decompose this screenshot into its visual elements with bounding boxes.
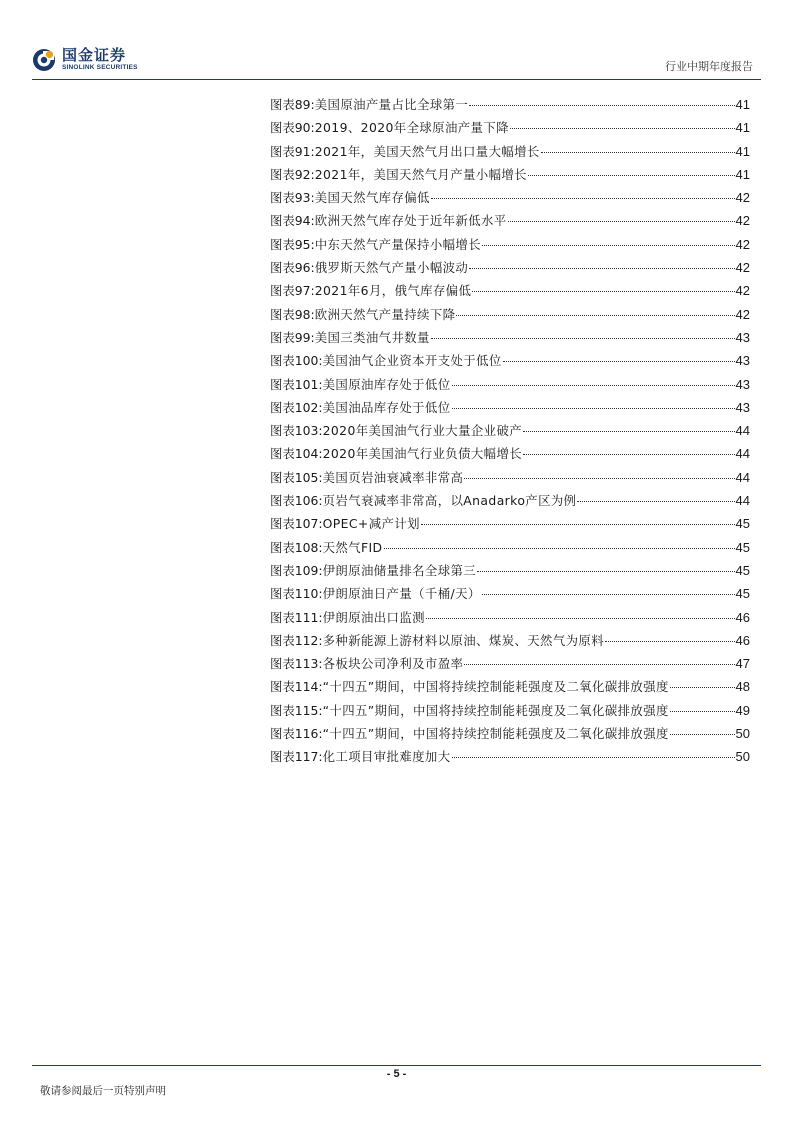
page-header [0,0,793,80]
toc-entry-title: 2021年，美国天然气月出口量大幅增长 [314,143,540,159]
toc-dot-leader [670,687,735,688]
toc-entry-page: 42 [735,190,750,206]
toc-entry-title: 欧洲天然气库存处于近年新低水平 [314,213,507,229]
toc-entry[interactable] [270,561,750,584]
toc-entry[interactable] [270,514,750,537]
toc-entry-label: 图表93: [270,190,315,206]
toc-entry-label: 图表104: [270,446,323,462]
toc-entry[interactable] [270,608,750,631]
toc-entry-label: 图表89: [270,97,315,112]
toc-entry-label: 图表116: [270,726,323,742]
toc-dot-leader [426,618,735,619]
toc-entry-title: 伊朗原油出口监测 [322,609,425,625]
toc-entry[interactable] [270,631,750,654]
toc-entry-page: 48 [735,679,750,695]
toc-entry-page: 46 [735,632,750,648]
toc-entry-label: 图表95: [270,236,315,252]
toc-entry-page: 41 [735,166,750,182]
toc-entry-page: 45 [735,516,750,532]
toc-entry-page: 45 [735,539,750,555]
toc-entry-label: 图表109: [270,562,323,578]
toc-dot-leader [508,221,735,222]
toc-entry[interactable] [270,188,750,211]
toc-dot-leader [541,152,735,153]
toc-entry-label: 图表115: [270,702,323,718]
toc-entry-page: 45 [735,586,750,602]
toc-entry-page: 49 [735,702,750,718]
toc-dot-leader [670,711,735,712]
toc-entry[interactable] [270,95,750,118]
toc-entry[interactable] [270,258,750,281]
toc-entry[interactable] [270,118,750,141]
toc-entry-title: 2020年美国油气行业大量企业破产 [322,423,523,439]
figure-index-list [270,95,750,771]
toc-entry-title: OPEC+减产计划 [322,516,420,532]
toc-entry-label: 图表117: [270,749,323,765]
toc-entry-title: 化工项目审批难度加大 [322,749,451,765]
toc-entry-label: 图表102: [270,399,323,415]
toc-entry-title: 2021年6月，俄气库存偏低 [314,283,472,299]
report-type-label: 行业中期年度报告 [665,60,753,73]
toc-entry-title: 天然气FID [322,539,383,555]
footer-divider [32,1065,761,1066]
toc-entry-page: 42 [735,306,750,322]
toc-entry-title: 美国原油库存处于低位 [322,376,451,392]
toc-entry-label: 图表101: [270,376,323,392]
toc-dot-leader [577,501,734,502]
toc-entry-title: 2021年，美国天然气月产量小幅增长 [314,166,527,182]
toc-dot-leader [605,641,735,642]
toc-dot-leader [472,291,734,292]
toc-entry[interactable] [270,211,750,234]
toc-entry-label: 图表94: [270,213,315,229]
toc-entry-label: 图表107: [270,516,323,532]
toc-entry-label: 图表100: [270,353,323,369]
toc-dot-leader [456,315,734,316]
toc-entry-title: 2020年美国油气行业负债大幅增长 [322,446,523,462]
toc-dot-leader [421,524,735,525]
toc-entry-label: 图表90: [270,120,315,136]
toc-dot-leader [431,338,735,339]
toc-entry-title: 美国原油产量占比全球第一 [314,97,469,112]
toc-entry[interactable] [270,421,750,444]
toc-entry[interactable] [270,538,750,561]
toc-entry[interactable] [270,468,750,491]
company-logo [32,46,138,74]
toc-entry-page: 42 [735,236,750,252]
toc-entry-page: 42 [735,213,750,229]
toc-entry-title: 美国页岩油衰减率非常高 [322,469,464,485]
logo-chinese-name: 国金证券 [62,46,127,65]
toc-entry[interactable] [270,747,750,770]
toc-entry-page: 43 [735,353,750,369]
toc-entry-title: 伊朗原油储量排名全球第三 [322,562,477,578]
toc-entry-label: 图表96: [270,260,315,276]
toc-entry-page: 43 [735,399,750,415]
toc-dot-leader [510,128,735,129]
toc-entry-title: 美国三类油气井数量 [314,329,430,345]
toc-entry[interactable] [270,654,750,677]
toc-dot-leader [482,594,735,595]
toc-dot-leader [431,198,735,199]
toc-dot-leader [452,385,735,386]
toc-entry[interactable] [270,398,750,421]
toc-entry-page: 41 [735,143,750,159]
logo-english-name: SINOLINK SECURITIES [62,64,138,72]
toc-entry-title: “十四五”期间，中国将持续控制能耗强度及二氧化碳排放强度 [322,702,669,718]
toc-dot-leader [469,105,734,106]
toc-entry[interactable] [270,724,750,747]
toc-entry-title: “十四五”期间，中国将持续控制能耗强度及二氧化碳排放强度 [322,726,669,742]
toc-entry-page: 44 [735,446,750,462]
toc-entry-page: 42 [735,260,750,276]
toc-dot-leader [482,245,735,246]
toc-entry-title: 多种新能源上游材料以原油、煤炭、天然气为原料 [322,632,605,648]
toc-entry-label: 图表111: [270,609,323,625]
toc-entry-label: 图表103: [270,423,323,439]
toc-entry-title: 美国天然气库存偏低 [314,190,430,206]
toc-entry[interactable] [270,328,750,351]
toc-entry[interactable] [270,584,750,607]
toc-entry-page: 41 [735,120,750,136]
toc-entry-title: 伊朗原油日产量（千桶/天） [322,586,481,602]
toc-entry-page: 44 [735,493,750,509]
toc-dot-leader [464,664,734,665]
toc-entry-page: 50 [735,749,750,765]
header-divider [32,79,761,80]
toc-entry[interactable] [270,235,750,258]
toc-entry[interactable] [270,165,750,188]
disclaimer-note: 敬请参阅最后一页特别声明 [40,1085,166,1097]
toc-entry[interactable] [270,677,750,700]
toc-entry-label: 图表110: [270,586,323,602]
toc-entry[interactable] [270,701,750,724]
toc-dot-leader [452,408,735,409]
toc-entry-title: 2019、2020年全球原油产量下降 [314,120,509,136]
toc-dot-leader [464,478,734,479]
toc-entry-page: 44 [735,423,750,439]
logo-mark-icon [32,48,56,72]
toc-entry-label: 图表99: [270,329,315,345]
toc-entry-title: “十四五”期间，中国将持续控制能耗强度及二氧化碳排放强度 [322,679,669,695]
toc-entry[interactable] [270,305,750,328]
toc-entry-label: 图表108: [270,539,323,555]
toc-dot-leader [384,548,735,549]
page-number: - 5 - [386,1068,407,1080]
toc-entry-page: 46 [735,609,750,625]
toc-dot-leader [452,757,735,758]
toc-entry-title: 各板块公司净利及市盈率 [322,656,464,672]
toc-entry[interactable] [270,491,750,514]
toc-entry-title: 欧洲天然气产量持续下降 [314,306,456,322]
toc-entry-page: 44 [735,469,750,485]
toc-entry-title: 美国油品库存处于低位 [322,399,451,415]
toc-entry-page: 45 [735,562,750,578]
toc-entry-title: 俄罗斯天然气产量小幅波动 [314,260,469,276]
toc-dot-leader [523,431,735,432]
toc-entry-label: 图表112: [270,632,323,648]
toc-entry[interactable] [270,375,750,398]
toc-entry-label: 图表105: [270,469,323,485]
toc-entry[interactable] [270,142,750,165]
toc-entry[interactable] [270,351,750,374]
toc-entry[interactable] [270,444,750,467]
toc-entry-page: 43 [735,329,750,345]
toc-entry-page: 47 [735,656,750,672]
toc-entry-page: 42 [735,283,750,299]
toc-dot-leader [670,734,735,735]
toc-dot-leader [528,175,735,176]
toc-dot-leader [469,268,734,269]
toc-entry-page: 50 [735,726,750,742]
toc-entry-label: 图表113: [270,656,323,672]
toc-dot-leader [477,571,734,572]
toc-entry-page: 41 [735,97,750,112]
toc-entry-page: 43 [735,376,750,392]
toc-entry-label: 图表92: [270,166,315,182]
toc-dot-leader [503,361,735,362]
toc-entry[interactable] [270,281,750,304]
toc-dot-leader [523,454,735,455]
toc-entry-label: 图表106: [270,493,323,509]
toc-entry-label: 图表97: [270,283,315,299]
toc-entry-label: 图表91: [270,143,315,159]
toc-entry-label: 图表114: [270,679,323,695]
toc-entry-label: 图表98: [270,306,315,322]
toc-entry-title: 页岩气衰减率非常高，以Anadarko产区为例 [322,493,577,509]
toc-entry-title: 中东天然气产量保持小幅增长 [314,236,482,252]
toc-entry-title: 美国油气企业资本开支处于低位 [322,353,502,369]
